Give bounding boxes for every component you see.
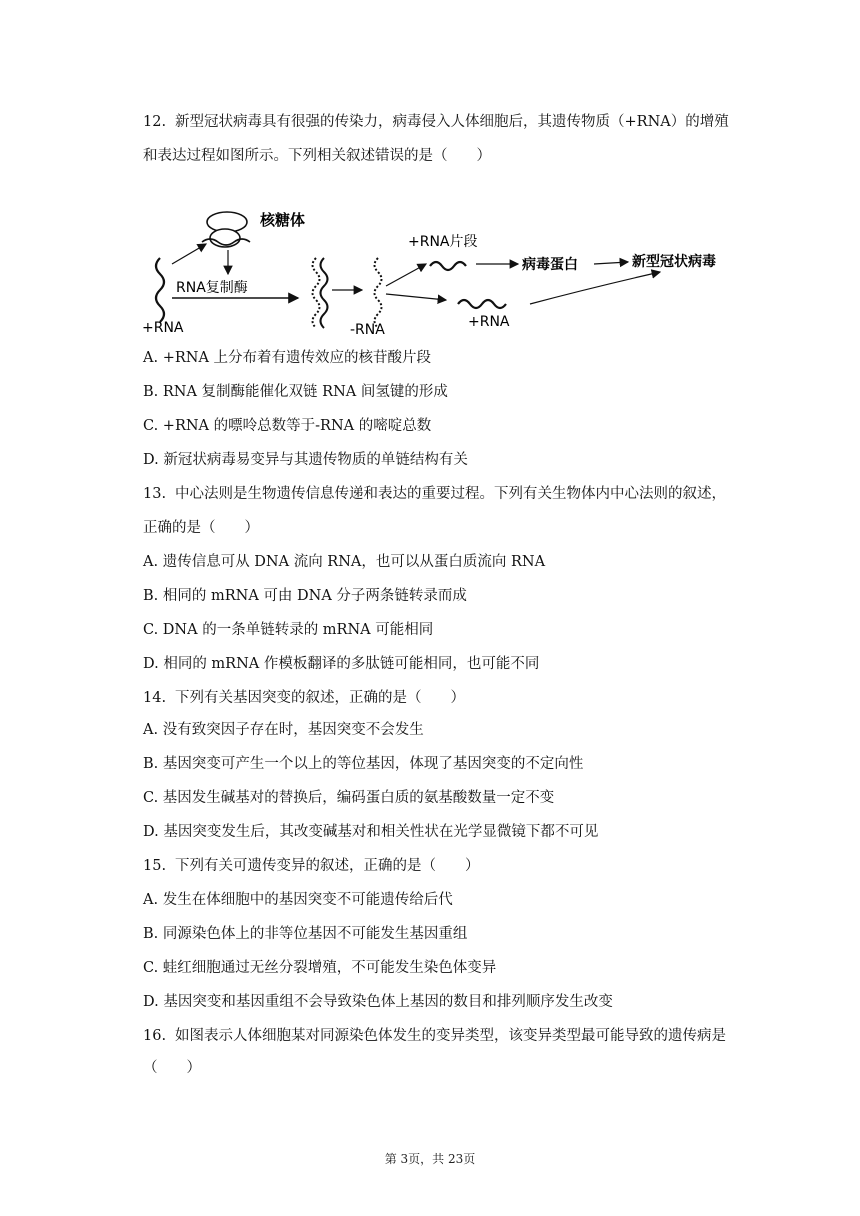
q15-number: 15. [143,858,167,874]
plus-rna-right-strand [458,300,506,308]
page-footer: 第 3页，共 23页 [384,1152,476,1166]
minus-rna-label: -RNA [350,322,385,338]
arrow-plus-rna-to-virus [530,272,660,304]
q13-stem-text1: 中心法则是生物遗传信息传递和表达的重要过程。下列有关生物体内中心法则的叙述， [175,486,726,502]
enzyme-label: RNA复制酶 [176,280,248,296]
q13-number: 13. [143,486,167,502]
q12-option-c: C. +RNA 的嘌呤总数等于-RNA 的嘧啶总数 [143,418,432,434]
rna-replication-diagram [140,200,760,350]
q13-option-d: D. 相同的 mRNA 作模板翻译的多肽链可能相同，也可能不同 [143,656,540,672]
q13-option-b: B. 相同的 mRNA 可由 DNA 分子两条链转录而成 [143,588,467,604]
q14-number: 14. [143,690,167,706]
ribosome-label: 核糖体 [260,211,306,229]
plus-rna-left-label: +RNA [142,320,184,336]
q14-option-c: C. 基因发生碱基对的替换后，编码蛋白质的氨基酸数量一定不变 [143,790,555,806]
q15-option-b: B. 同源染色体上的非等位基因不可能发生基因重组 [143,926,468,942]
q16-stem-text1: 如图表示人体细胞某对同源染色体发生的变异类型，该变异类型最可能导致的遗传病是 [175,1028,726,1044]
minus-rna-strand [375,258,382,328]
arrow-to-fragment [386,264,426,286]
arrow-to-plus-rna [386,294,446,300]
q15-stem-line1 [143,856,480,876]
ribosome-icon [202,212,250,247]
q15-option-c: C. 蛙红细胞通过无丝分裂增殖，不可能发生染色体变异 [143,960,497,976]
q12-option-a: A. +RNA 上分布着有遗传效应的核苷酸片段 [143,350,432,366]
q12-stem-line1 [143,112,729,132]
q12-stem-line2: 和表达过程如图所示。下列相关叙述错误的是（ ） [143,148,491,164]
q12-stem-text1: 新型冠状病毒具有很强的传染力，病毒侵入人体细胞后，其遗传物质（+RNA）的增殖 [175,114,729,130]
rna-fragment-strand [430,262,466,270]
protein-label: 病毒蛋白 [522,257,578,273]
q14-stem-line1 [143,688,465,708]
q12-number: 12. [143,114,167,130]
q13-option-c: C. DNA 的一条单链转录的 mRNA 可能相同 [143,622,434,638]
q16-stem-line2: （ ） [143,1060,201,1076]
q16-number: 16. [143,1028,167,1044]
q16-stem-line1 [143,1026,726,1046]
q12-option-d: D. 新冠状病毒易变异与其遗传物质的单链结构有关 [143,452,468,468]
q13-stem-line2: 正确的是（ ） [143,520,259,536]
q14-option-a: A. 没有致突因子存在时，基因突变不会发生 [143,722,424,738]
q13-option-a: A. 遗传信息可从 DNA 流向 RNA，也可以从蛋白质流向 RNA [143,554,546,570]
q15-option-d: D. 基因突变和基因重组不会导致染色体上基因的数目和排列顺序发生改变 [143,994,613,1010]
arrow-to-virus [594,262,628,264]
plus-rna-right-label: +RNA [468,314,510,330]
q12-option-b: B. RNA 复制酶能催化双链 RNA 间氢键的形成 [143,384,448,400]
q14-option-d: D. 基因突变发生后，其改变碱基对和相关性状在光学显微镜下都不可见 [143,824,599,840]
q15-stem-text1: 下列有关可遗传变异的叙述，正确的是（ ） [175,858,480,874]
q14-stem-text1: 下列有关基因突变的叙述，正确的是（ ） [175,690,465,706]
fragment-label: +RNA片段 [408,234,478,250]
q13-stem-line1 [143,484,726,504]
new-virus-label: 新型冠状病毒 [632,254,716,270]
q14-option-b: B. 基因突变可产生一个以上的等位基因，体现了基因突变的不定向性 [143,756,584,772]
double-strand-rna [313,258,328,328]
plus-rna-strand [156,258,164,322]
q15-option-a: A. 发生在体细胞中的基因突变不可能遗传给后代 [143,892,453,908]
arrow-to-ribosome [172,244,206,264]
